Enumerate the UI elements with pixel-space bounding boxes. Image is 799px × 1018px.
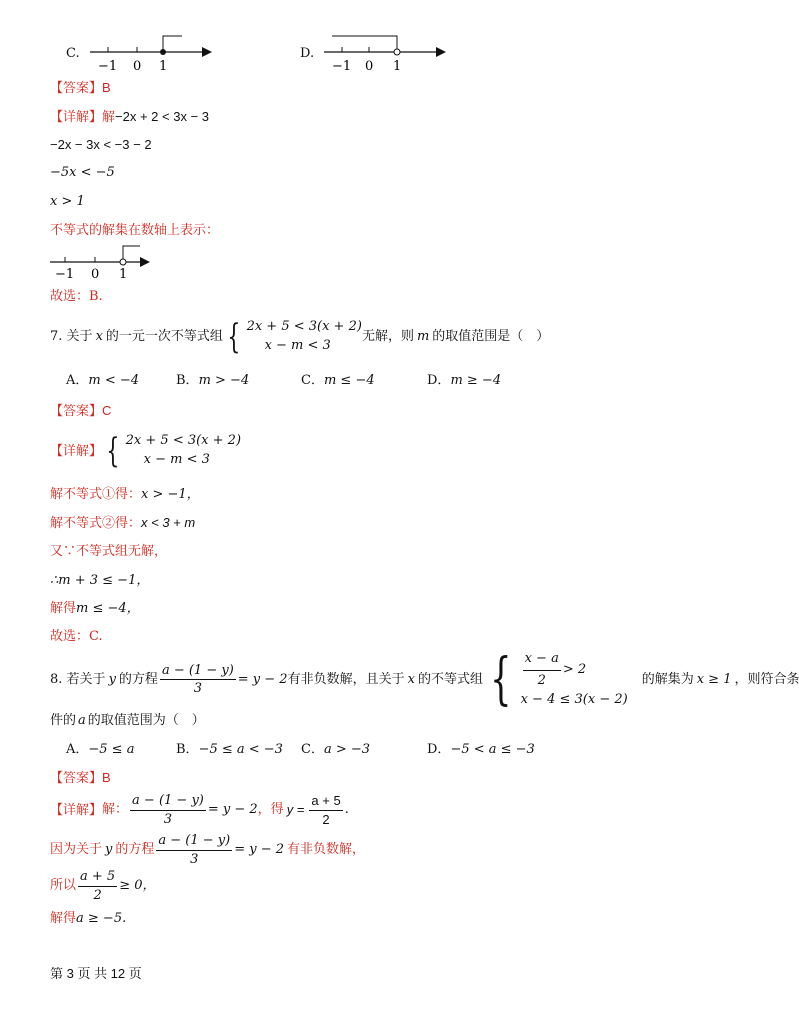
q8-stem-a: 若关于 (66, 671, 106, 687)
tick-label: 0 (365, 59, 374, 74)
q6-detail-label: 【详解】 (50, 109, 103, 124)
q7-stem-d: 的取值范围是（ ） (432, 329, 550, 345)
fraction-denominator: 2 (322, 811, 330, 827)
q8-line2-b: 的方程 (115, 842, 155, 858)
step-text: 解得 (50, 601, 77, 616)
q6-choice: 故选：B. (50, 289, 103, 304)
q7-stem (50, 318, 549, 356)
q8-detail-line2 (50, 833, 365, 867)
option-label: D． (427, 742, 451, 757)
fraction-denominator: 3 (190, 851, 199, 867)
fraction-denominator: 3 (193, 681, 202, 697)
q7-option-c[interactable] (301, 373, 375, 389)
tick-label: 1 (159, 59, 168, 74)
q8-sol-rhs: = y − 2 (207, 802, 258, 818)
q8-option-d[interactable] (427, 742, 535, 758)
q8-stem-h: 的取值范围为（ ） (87, 713, 205, 728)
q7-detail-label: 【详解】 (50, 443, 103, 459)
q8-line3-fraction (78, 869, 117, 903)
q8-sol-fraction (130, 793, 206, 827)
step-text: 解不等式②得： (50, 516, 142, 531)
fraction-numerator: a − (1 − y) (130, 793, 206, 811)
q7-step1 (50, 487, 200, 503)
q8-stem-b: 的方程 (118, 671, 158, 687)
q6-detail-line (50, 109, 209, 126)
numberline-c-svg (86, 30, 226, 74)
q6-answer: 【答案】B (50, 80, 111, 95)
q8-line3-a: 所以 (50, 878, 77, 894)
q7-detail-row1: 2x + 5 < 3(x + 2) (125, 433, 242, 448)
option-label: B． (176, 742, 199, 757)
q7-answer: 【答案】C (50, 403, 112, 418)
option-text: m ≥ −4 (450, 373, 502, 388)
q8-equation-fraction (160, 663, 236, 697)
q8-sys-row1-rhs: > 2 (562, 661, 587, 677)
q8-stem-line2 (50, 713, 205, 729)
option-text: −5 ≤ a < −3 (198, 742, 283, 757)
q8-detail-line4 (50, 911, 126, 927)
q8-sol-get: ，得 (257, 802, 284, 818)
option-label: C． (301, 373, 324, 388)
q8-line2-rhs: = y − 2 (234, 842, 285, 858)
q7-step3: 又∵不等式组无解， (50, 544, 168, 559)
tick-label: 0 (133, 59, 142, 74)
step-math: x < 3 + m (141, 515, 196, 530)
q8-sys-fraction (523, 650, 561, 691)
q6-step2: −2x − 3x < −3 − 2 (50, 137, 152, 152)
q8-line4-math: a ≥ −5. (76, 911, 127, 926)
option-label: D． (427, 373, 451, 388)
q8-stem-line1 (50, 646, 799, 712)
q8-sol-end: . (344, 802, 349, 818)
page-footer: 第 3 页 共 12 页 (50, 966, 142, 981)
option-text: m < −4 (88, 373, 140, 388)
q6-step1: −2x + 2 < 3x − 3 (115, 109, 209, 124)
q7-step4: ∴m + 3 ≤ −1， (50, 573, 150, 588)
fraction-denominator: 2 (93, 887, 102, 903)
q8-sol-y-fraction (309, 793, 342, 827)
option-label: C． (301, 742, 324, 757)
q8-line2-a: 因为关于 (50, 842, 103, 858)
step-math: x > −1， (141, 487, 200, 502)
brace-icon: { (227, 316, 241, 357)
q8-line2-c: 有非负数解， (287, 842, 366, 858)
q7-stem-b: 的一元一次不等式组 (105, 329, 223, 345)
q7-option-a[interactable] (66, 373, 139, 389)
tick-label: −1 (332, 59, 352, 74)
q8-stem-e: 的解集为 (641, 671, 694, 687)
q7-step5 (50, 601, 140, 617)
tick-label: 0 (91, 267, 100, 282)
q7-detail (50, 432, 241, 470)
q6-step4: x > 1 (50, 194, 85, 209)
option-label: A． (66, 373, 89, 388)
q7-detail-system (102, 432, 241, 470)
q8-stem-x: x (407, 671, 415, 687)
q8-line2-y: y (105, 842, 113, 858)
fraction-numerator: a − (1 − y) (160, 663, 236, 681)
fraction-numerator: a + 5 (309, 793, 342, 811)
q6-solution-numberline (48, 240, 158, 280)
q8-detail-line1 (50, 793, 349, 827)
tick-label: −1 (98, 59, 118, 74)
fraction-numerator: a + 5 (78, 869, 117, 887)
brace-icon: { (106, 430, 120, 471)
q7-option-d[interactable] (427, 373, 501, 389)
q7-stem-c: 无解，则 (361, 329, 414, 345)
q8-detail-line3 (50, 869, 156, 903)
q8-line4-a: 解得 (50, 911, 77, 926)
q8-stem-d: 的不等式组 (417, 671, 483, 687)
q8-stem-a-var: a (78, 713, 86, 728)
numberline-d-svg (320, 30, 460, 74)
tick-label: 1 (393, 59, 402, 74)
step-math: m ≤ −4， (76, 601, 140, 616)
fraction-denominator: 2 (537, 672, 546, 688)
option-text: a > −3 (323, 742, 371, 757)
option-text: −5 ≤ a (88, 742, 135, 757)
q7-step2 (50, 515, 195, 532)
q7-sys-row1: 2x + 5 < 3(x + 2) (246, 319, 362, 334)
q8-stem-c: 有非负数解，且关于 (287, 671, 405, 687)
q8-sol-y: y = (286, 802, 305, 818)
q8-number: 8. (50, 671, 63, 687)
option-label: A． (66, 742, 89, 757)
option-d-label: D. (300, 46, 315, 61)
q8-option-a[interactable] (66, 742, 134, 758)
q8-stem-f: ，则符合条 (734, 671, 799, 687)
brace-icon: { (490, 646, 512, 712)
fraction-numerator: a − (1 − y) (156, 833, 232, 851)
q7-stem-m: m (416, 329, 430, 345)
q7-sys-row2: x − m < 3 (264, 337, 331, 353)
q6-detail-lead: 解 (102, 110, 116, 125)
q8-option-c[interactable] (301, 742, 370, 758)
fraction-numerator: x − a (523, 650, 561, 671)
q8-option-b[interactable] (176, 742, 283, 758)
q7-system (223, 318, 362, 356)
q8-stem-y: y (108, 671, 116, 687)
q6-step3: −5x < −5 (50, 165, 115, 180)
q6-numberline-caption: 不等式的解集在数轴上表示： (50, 223, 220, 238)
q8-detail-label: 【详解】 (50, 802, 103, 818)
q7-option-b[interactable] (176, 373, 249, 389)
q7-detail-row2: x − m < 3 (143, 451, 210, 467)
q8-stem-g: 件的 (50, 713, 77, 728)
q7-stem-a: 关于 (66, 329, 93, 345)
q8-line2-fraction (156, 833, 232, 867)
tick-label: −1 (55, 267, 75, 282)
option-c-label: C. (66, 46, 80, 61)
option-text: m ≤ −4 (323, 373, 375, 388)
q8-sys-row2: x − 4 ≤ 3(x − 2) (520, 691, 628, 707)
q8-stem-cond: x ≥ 1 (696, 671, 732, 687)
option-text: −5 < a ≤ −3 (450, 742, 535, 757)
q7-number: 7. (50, 329, 63, 345)
q7-stem-var: x (95, 329, 103, 345)
option-text: m > −4 (198, 373, 250, 388)
q8-equation-rhs: = y − 2 (237, 671, 288, 687)
q8-line3-rhs: ≥ 0， (119, 878, 156, 894)
fraction-denominator: 3 (163, 811, 173, 827)
q7-choice: 故选：C. (50, 629, 103, 644)
q8-answer: 【答案】B (50, 770, 111, 785)
q8-detail-lead: 解： (102, 802, 129, 818)
option-label: B． (176, 373, 199, 388)
q8-system (483, 646, 628, 712)
tick-label: 1 (119, 267, 128, 282)
step-text: 解不等式①得： (50, 487, 142, 502)
